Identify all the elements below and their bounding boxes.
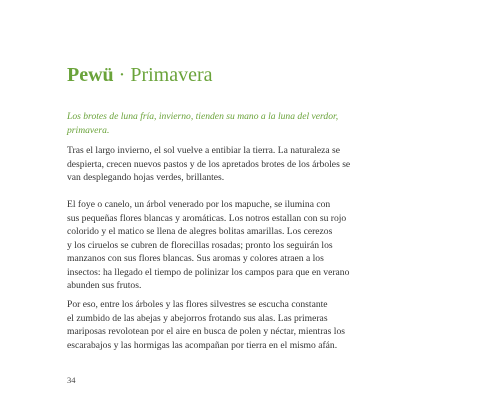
paragraph-line: El foye o canelo, un árbol venerado por los mapuche, se ilumina con — [67, 199, 331, 210]
paragraph-line: escarabajos y las hormigas las acompañan por tierra en el mismo afán. — [67, 339, 338, 351]
paragraph-line: abunden sus frutos. — [67, 280, 142, 291]
paragraph-1 — [67, 144, 350, 185]
epigraph-line: Los brotes de luna fría, invierno, tienden su mano a la luna del verdor, — [67, 111, 339, 122]
paragraph-line: y los ciruelos se cubren de florecillas rosadas; pronto los seguirán los — [67, 239, 333, 251]
paragraph-line: sus pequeñas flores blancas y aromáticas. Los notros estallan con su rojo — [67, 212, 347, 224]
paragraph-line: colorido y el matico se llena de alegres bolitas amarillas. Los cerezos — [67, 226, 333, 237]
page-number: 34 — [67, 375, 76, 385]
paragraph-line: despierta, crecen nuevos pastos y de los apretados brotes de los árboles se — [67, 158, 351, 170]
page-title — [67, 63, 213, 87]
epigraph-line: primavera. — [67, 125, 110, 136]
title-subtitle: Primavera — [130, 64, 213, 86]
paragraph-line: el zumbido de las abejas y abejorros frotando sus alas. Las primeras — [67, 312, 328, 324]
title-main: Pewü — [67, 64, 114, 86]
paragraph-line: van desplegando hojas verdes, brillantes. — [67, 172, 225, 183]
paragraph-3 — [67, 298, 345, 352]
paragraph-line: insectos: ha llegado el tiempo de polinizar los campos para que en verano — [67, 266, 350, 278]
title-separator: · — [113, 64, 131, 86]
epigraph — [67, 110, 338, 138]
paragraph-line: mariposas revolotean por el aire en busca de polen y néctar, mientras los — [67, 326, 345, 337]
paragraph-line: Tras el largo invierno, el sol vuelve a entibiar la tierra. La naturaleza se — [67, 145, 341, 156]
paragraph-2 — [67, 198, 349, 293]
paragraph-line: Por eso, entre los árboles y las flores silvestres se escucha constante — [67, 299, 328, 310]
paragraph-line: manzanos con sus flores blancas. Sus aromas y colores atraen a los — [67, 253, 324, 264]
